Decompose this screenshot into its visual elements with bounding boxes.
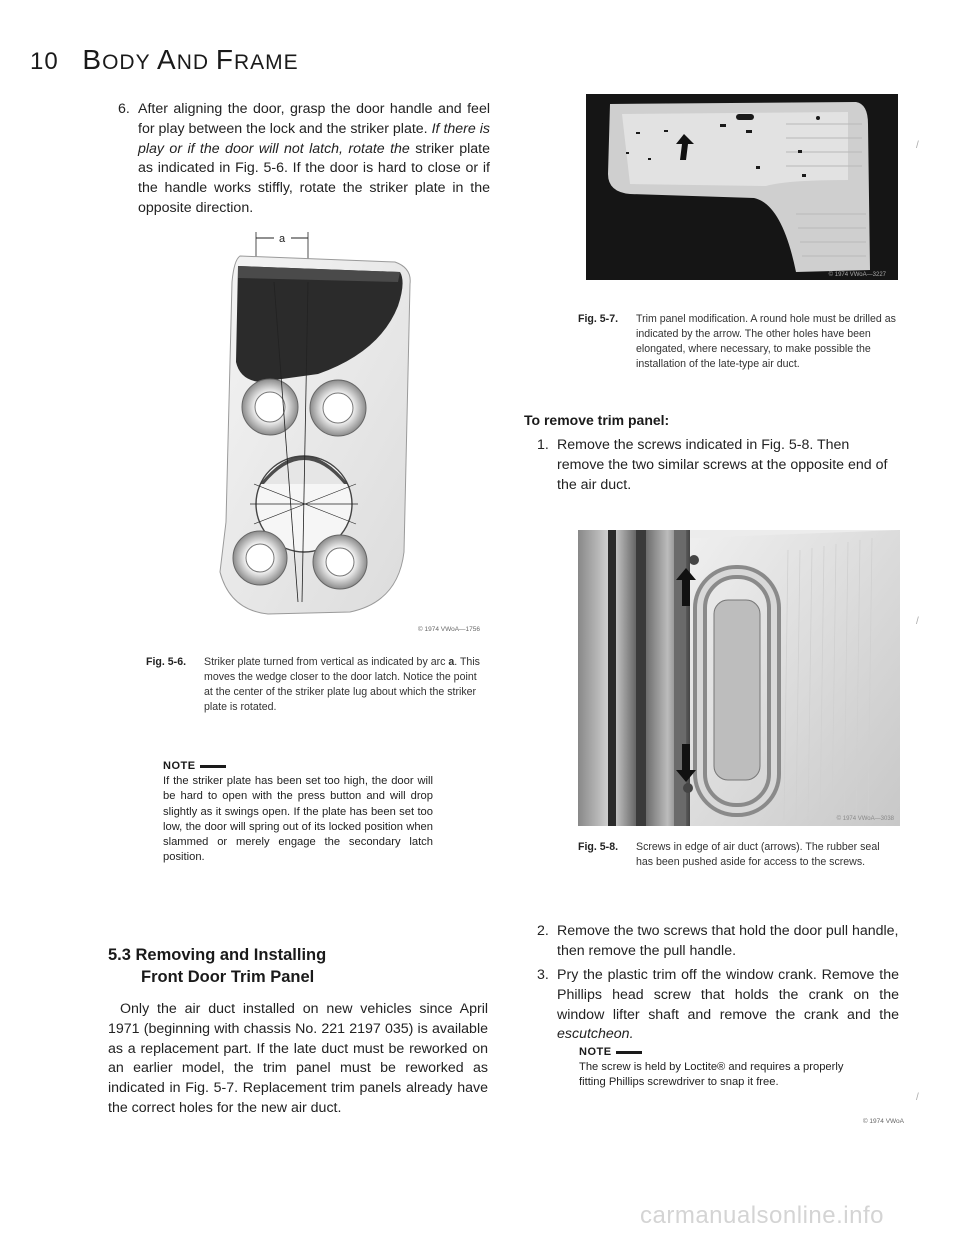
figure-label: Fig. 5-7.	[578, 313, 619, 325]
margin-mark: /	[916, 1092, 919, 1103]
page-number: 10	[30, 48, 59, 75]
note-text: If the striker plate has been set too high, the door will be hard to open with the press button and will drop slightly as it swings open. If the plate has been set too low, the door will spring out of its locked position when slammed or merely engage the secondary latch position.	[163, 775, 433, 864]
step-text: Pry the plastic trim off the window crank. Remove the Phillips head screw that holds the crank on the window lifter shaft and remove the crank and the escutcheon.	[557, 967, 899, 1043]
step-text: Remove the two screws that hold the door pull handle, then remove the pull handle.	[557, 923, 899, 959]
photo-credit: © 1974 VWoA—3227	[828, 272, 886, 278]
caption-text: Trim panel modification. A round hole must be drilled as indicated by the arrow. The other holes have been elongated, where necessary, to make possible the installation of the late-type air duct.	[636, 313, 896, 370]
footer-credit: © 1974 VWoA	[862, 1118, 904, 1125]
note-rule	[616, 1051, 642, 1054]
note-heading: NOTE	[579, 1046, 849, 1058]
section-paragraph: Only the air duct installed on new vehicles since April 1971 (beginning with chassis No. 221 2197 035) is available as a replacement part. If the late duct must be reworked on an earlier model, the trim panel must be reworked as indicated in Fig. 5-7. Replacement trim panels already have the correct holes for the new air duct.	[108, 1001, 488, 1116]
note-rule	[200, 765, 226, 768]
air-duct-photo	[578, 530, 900, 826]
photo-credit: © 1974 VWoA—3038	[836, 816, 894, 822]
note-text: The screw is held by Loctite® and requires a properly fitting Phillips screwdriver to snap it free.	[579, 1061, 844, 1089]
page-header	[30, 44, 299, 76]
step-number: 1.	[537, 437, 549, 453]
step-3	[537, 966, 899, 1045]
caption-text: Screws in edge of air duct (arrows). The rubber seal has been pushed aside for access to the screws.	[636, 841, 880, 868]
page-section-title	[82, 44, 299, 75]
note-heading: NOTE	[163, 760, 433, 772]
procedure-heading: To remove trim panel:	[524, 412, 670, 428]
figure-label: Fig. 5-8.	[578, 841, 619, 853]
note-striker-height	[163, 760, 433, 866]
title-initial: B	[82, 44, 103, 75]
caption-text: Striker plate turned from vertical as indicated by arc a. This moves the wedge closer to the door latch. Notice the point at the center of the striker plate lug about which the striker plate is rotated.	[204, 656, 480, 713]
title-rest: ND	[176, 51, 216, 74]
step-text: Remove the screws indicated in Fig. 5-8. Then remove the two similar screws at the opposite end of the air duct.	[557, 437, 888, 493]
fig-5-6-caption	[146, 655, 484, 715]
margin-mark: /	[916, 140, 919, 151]
margin-mark: /	[916, 616, 919, 627]
striker-plate-figure	[190, 222, 430, 622]
figure-label: Fig. 5-6.	[146, 656, 187, 668]
fig-5-8-caption	[578, 840, 898, 870]
title-initial: F	[215, 44, 234, 75]
dimension-label: a	[278, 233, 286, 245]
title-rest: RAME	[234, 51, 299, 74]
title-initial: A	[157, 44, 177, 75]
step-number: 2.	[537, 923, 549, 939]
step-2	[537, 922, 899, 962]
step-1	[537, 436, 899, 495]
step-text: After aligning the door, grasp the door handle and feel for play between the lock and the striker plate. If there is play or if the door will not latch, rotate the striker plate as indicated in Fig. 5-6. If the door is hard to close or if the handle works stiffly, rotate the striker plate in the opposite direction.	[138, 101, 490, 216]
note-loctite	[579, 1046, 849, 1091]
trim-panel-photo	[586, 94, 898, 280]
section-heading: 5.3 Removing and Installing Front Door Trim Panel	[108, 946, 327, 986]
step-number: 3.	[537, 967, 549, 983]
step-number: 6.	[118, 101, 130, 117]
step-6	[118, 100, 490, 219]
title-rest: ODY	[102, 51, 158, 74]
fig-5-6-credit: © 1974 VWoA—1756	[417, 626, 480, 633]
watermark: carmanualsonline.info	[640, 1202, 884, 1229]
fig-5-7-caption	[578, 312, 898, 372]
